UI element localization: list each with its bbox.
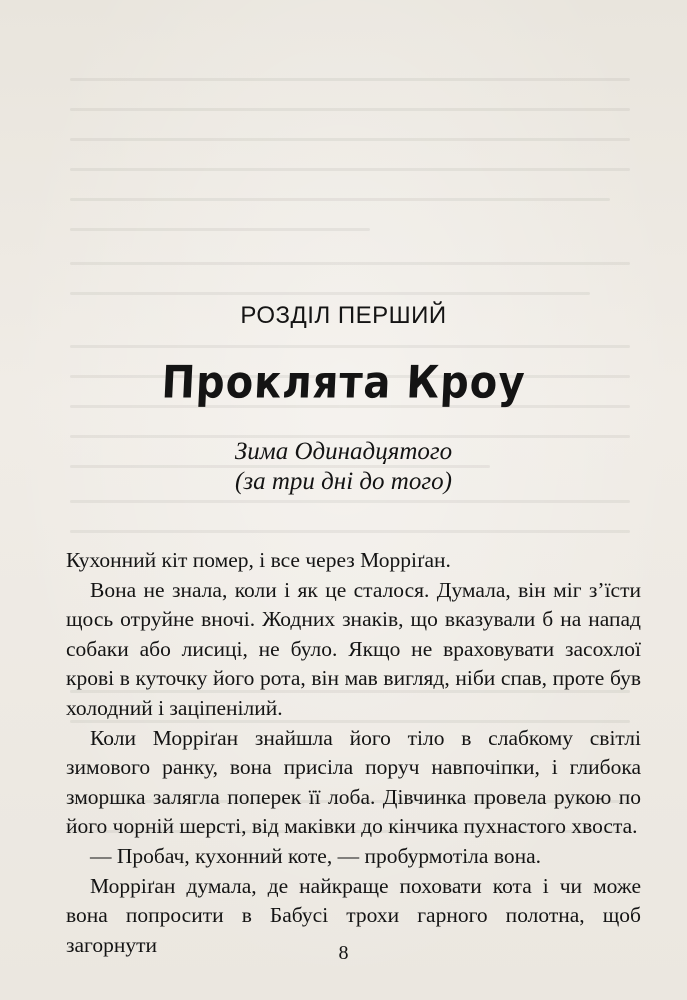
bleed-through-line — [70, 292, 590, 295]
page-number: 8 — [338, 942, 349, 964]
bleed-through-line — [70, 530, 630, 533]
bleed-through-line — [70, 262, 630, 265]
bleed-through-line — [70, 108, 630, 111]
paragraph: Морріґан думала, де найкраще поховати кота і чи може вона попросити в Бабусі трохи гарного полотна, щоб загорнути — [66, 873, 641, 957]
chapter-title: Проклята Кроу — [160, 357, 527, 409]
chapter-label: РОЗДІЛ ПЕРШИЙ — [240, 302, 447, 329]
bleed-through-line — [70, 168, 630, 171]
bleed-through-line — [70, 198, 610, 201]
bleed-through-line — [70, 345, 630, 348]
paragraph: — Пробач, кухонний коте, — пробурмотіла вона. — [90, 843, 542, 868]
paragraph: Вона не знала, коли і як це сталося. Думала, він міг з’їсти щось отруйне вночі. Жодних знаків, що вказували б на напад собаки або лисиці, не було. Якщо не враховувати засохлої крові в куточку його рота, він мав вигляд, ніби спав, проте був холодний і заціпенілий. — [66, 577, 641, 720]
paragraph: Кухонний кіт помер, і все через Морріґан. — [66, 548, 451, 572]
bleed-through-line — [70, 78, 630, 81]
paragraph: Коли Морріґан знайшла його тіло в слабкому світлі зимового ранку, вона присіла поруч навпочіпки, і глибока зморшка залягла поперек її лоба. Дівчинка провела рукою по його чорній шерсті, від маківки до кінчика пухнастого хвоста. — [66, 725, 641, 839]
body-text — [66, 546, 641, 960]
bleed-through-line — [70, 138, 630, 141]
bleed-through-line — [70, 500, 630, 503]
chapter-subtitle-line2: (за три дні до того) — [235, 468, 452, 495]
chapter-subtitle-line1: Зима Одинадцятого — [234, 438, 453, 465]
bleed-through-line — [70, 228, 370, 231]
